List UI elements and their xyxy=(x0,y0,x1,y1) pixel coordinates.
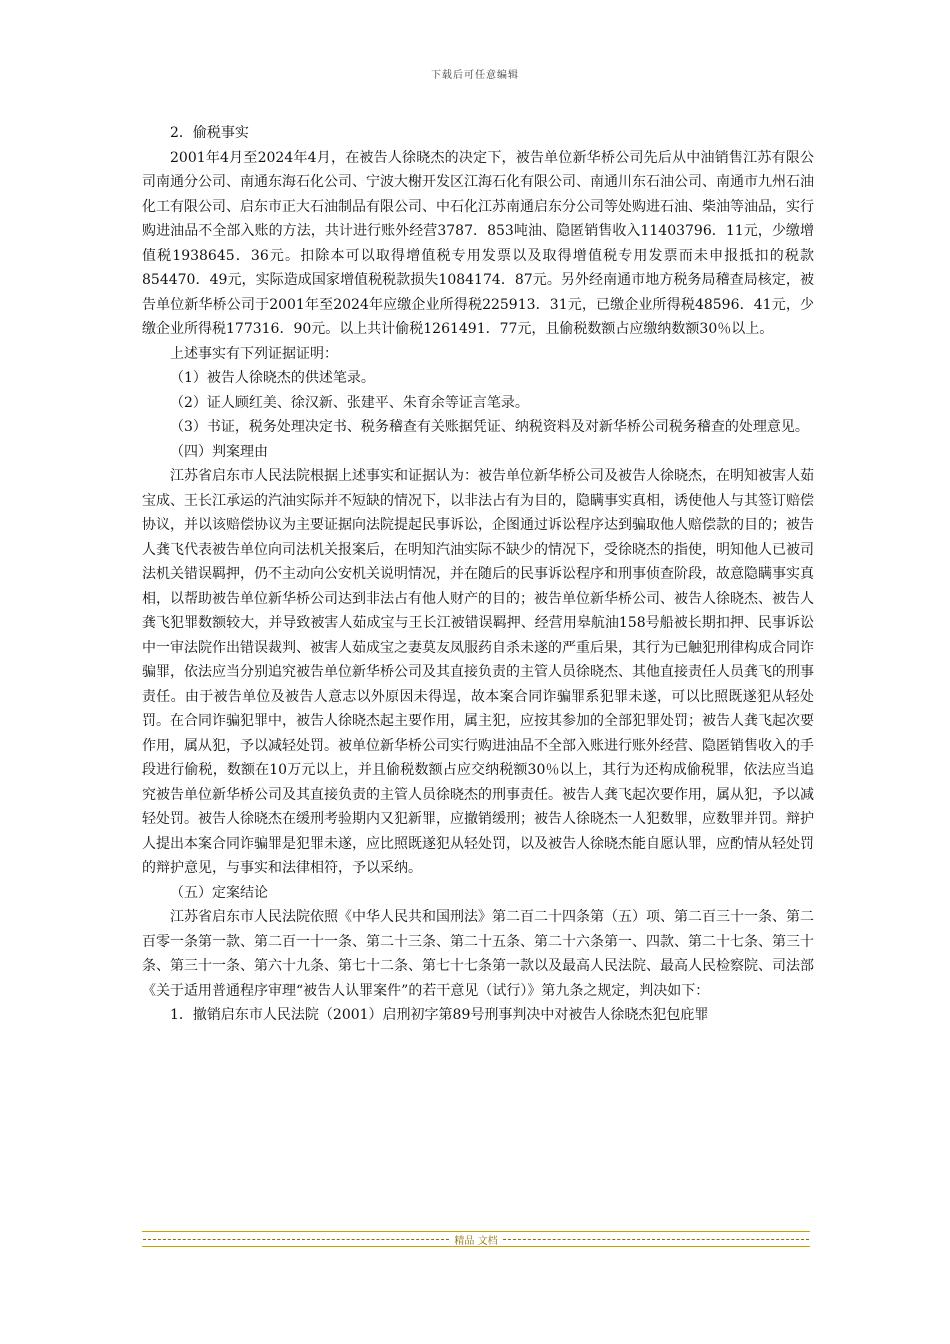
page-header: 下载后可任意编辑 xyxy=(431,70,519,81)
paragraph-tax-evasion-facts: 2001年4月至2024年4月，在被告人徐晓杰的决定下，被告单位新华桥公司先后从中油销售江苏有限公司南通分公司、南通东海石化公司、宁波大榭开发区江海石化有限公司、南通川东石油公司、南通市九州石油化工有限公司、启东市正大石油制品有限公司、中石化江苏南通启东分公司等处购进石油、柴油等油品，实行购进油品不全部入账的方法，共计进行账外经营3787．853吨油、隐匿销售收入11403796．11元，少缴增值税1938645．36元。扣除本可以取得增值税专用发票以及取得增值税专用发票而未申报抵扣的税款854470．49元，实际造成国家增值税税款损失1084174．87元。另外经南通市地方税务局稽查局核定，被告单位新华桥公司于2001年至2024年应缴企业所得税225913．31元，已缴企业所得税48596．41元，少缴企业所得税177316．90元。以上共计偷税1261491．77元，且偷税数额占应缴纳数额30％以上。 xyxy=(142,149,814,337)
footer-dash-left xyxy=(143,1239,449,1240)
evidence-item-2: （2）证人顾红美、徐汉新、张建平、朱育余等证言笔录。 xyxy=(170,394,529,411)
section-heading-tax-evasion: 2．偷税事实 xyxy=(170,125,249,141)
paragraph-judgment-item-1: 1．撤销启东市人民法院（2001）启刑初字第89号刑事判决中对被告人徐晓杰犯包庇罪 xyxy=(170,1007,709,1023)
paragraph-evidence-intro: 上述事实有下列证据证明： xyxy=(170,345,338,362)
document-body xyxy=(142,121,814,1028)
paragraph-judgment-basis: 江苏省启东市人民法院依照《中华人民共和国刑法》第二百二十四条第（五）项、第二百三十一条、第二百零一条第一款、第二百一十一条、第二十三条、第二十五条、第二十六条第一、四款、第二十七条、第三十条、第三十一条、第六十九条、第七十二条、第七十七条第一款以及最高人民法院、最高人民检察院、司法部《关于适用普通程序审理“被告人认罪案件”的若干意见（试行）》第九条之规定，判决如下： xyxy=(142,909,814,999)
footer-dash-right xyxy=(503,1239,809,1240)
footer-divider xyxy=(142,1231,810,1247)
footer-label: 精品 文档 xyxy=(454,1235,498,1247)
evidence-item-3: （3）书证，税务处理决定书、税务稽查有关账据凭证、纳税资料及对新华桥公司税务稽查的处理意见。 xyxy=(170,419,809,435)
evidence-item-1: （1）被告人徐晓杰的供述笔录。 xyxy=(170,370,375,386)
section-heading-conclusion: （五）定案结论 xyxy=(170,884,268,901)
paragraph-court-reasoning: 江苏省启东市人民法院根据上述事实和证据认为：被告单位新华桥公司及被告人徐晓杰，在明知被害人茹宝成、王长江承运的汽油实际并不短缺的情况下，以非法占有为目的，隐瞒事实真相，诱使他人与其签订赔偿协议，并以该赔偿协议为主要证据向法院提起民事诉讼，企图通过诉讼程序达到骗取他人赔偿款的目的；被告人龚飞代表被告单位向司法机关报案后，在明知汽油实际不缺少的情况下，受徐晓杰的指使，明知他人已被司法机关错误羁押，仍不主动向公安机关说明情况，并在随后的民事诉讼程序和刑事侦查阶段，故意隐瞒事实真相，以帮助被告单位新华桥公司达到非法占有他人财产的目的；被告单位新华桥公司、被告人徐晓杰、被告人龚飞犯罪数额较大，并导致被害人茹成宝与王长江被错误羁押、经营用皋航油158号船被长期扣押、民事诉讼中一审法院作出错误裁判、被害人茹成宝之妻莫友凤服药自杀未遂的严重后果，其行为已触犯刑律构成合同诈骗罪，依法应当分别追究被告单位新华桥公司及其直接负责的主管人员徐晓杰、其他直接责任人员龚飞的刑事责任。由于被告单位及被告人意志以外原因未得逞，故本案合同诈骗罪系犯罪未遂，可以比照既遂犯从轻处罚。在合同诈骗犯罪中，被告人徐晓杰起主要作用，属主犯，应按其参加的全部犯罪处罚；被告人龚飞起次要作用，属从犯，予以减轻处罚。被单位新华桥公司实行购进油品不全部入账进行账外经营、隐匿销售收入的手段进行偷税，数额在10万元以上，并且偷税数额占应交纳税额30％以上，其行为还构成偷税罪，依法应当追究被告单位新华桥公司及其直接负责的主管人员徐晓杰的刑事责任。被告人龚飞起次要作用，属从犯，予以减轻处罚。被告人徐晓杰在缓刑考验期内又犯新罪，应撤销缓刑；被告人徐晓杰一人犯数罪，应数罪并罚。辩护人提出本案合同诈骗罪是犯罪未遂，应比照既遂犯从轻处罚，以及被告人徐晓杰能自愿认罪，应酌情从轻处罚的辩护意见，与事实和法律相符，予以采纳。 xyxy=(142,468,814,876)
section-heading-reasons: （四）判案理由 xyxy=(170,443,268,460)
